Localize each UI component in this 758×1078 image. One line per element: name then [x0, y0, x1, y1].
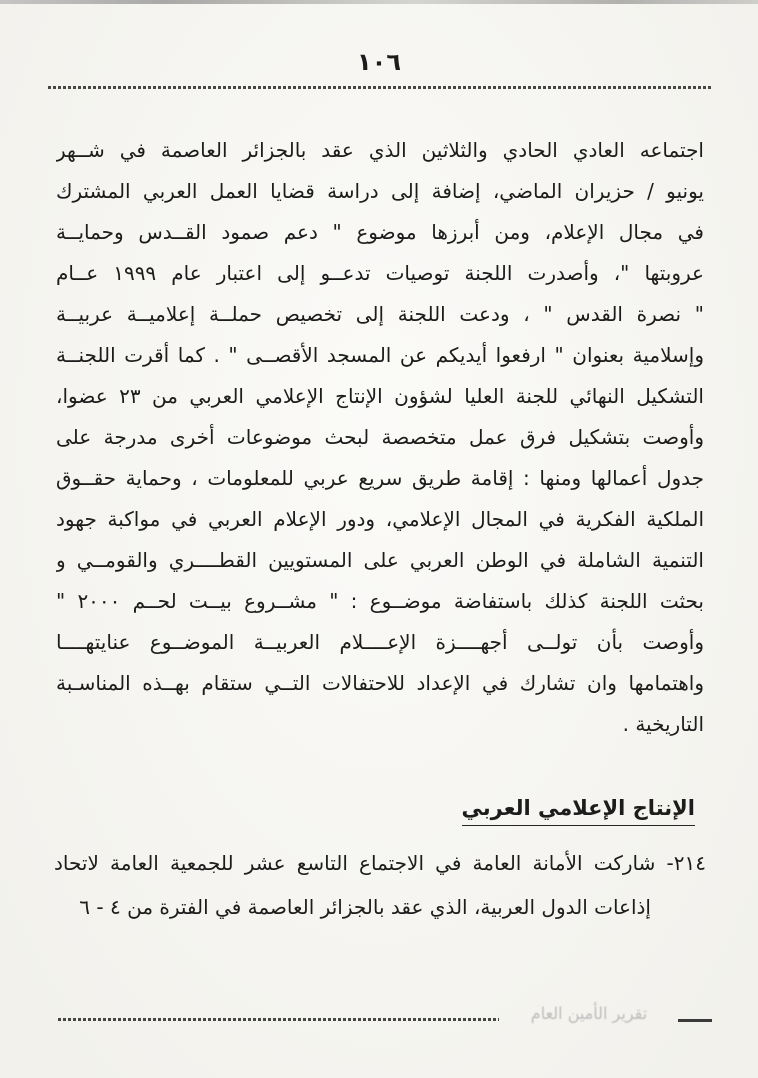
body-line: اجتماعه العادي الحادي والثلاثين الذي عقد بالجزائر العاصمة في شــهر [56, 138, 704, 162]
body-line: يونيو / حزيران الماضي، إضافة إلى دراسة قضايا العمل العربي المشترك [56, 179, 704, 203]
page-number: ١٠٦ [357, 48, 401, 76]
section-heading: الإنتاج الإعلامي العربي [462, 796, 695, 826]
body-line: وأوصت بتشكيل فرق عمل متخصصة لبحث موضوعات أخرى مدرجة على [56, 425, 704, 449]
footer-stamp-text: تقرير الأمين العام [530, 1003, 648, 1024]
body-line: بحثت اللجنة كذلك باستفاضة موضــوع : " مشــروع بيــت لحــم ٢٠٠٠ " [56, 589, 704, 613]
body-line: واهتمامها وان تشارك في الإعداد للاحتفالات التــي ستقام بهــذه المناسـبة [56, 671, 704, 695]
body-line: إذاعات الدول العربية، الذي عقد بالجزائر العاصمة في الفترة من ٤ - ٦ [79, 895, 651, 919]
numbered-paragraph-214 [54, 841, 706, 929]
body-line: الملكية الفكرية في المجال الإعلامي، ودور الإعلام العربي في مواكبة جهود [56, 507, 704, 531]
body-line: عروبتها "، وأصدرت اللجنة توصيات تدعــو إلى اعتبار عام ١٩٩٩ عــام [56, 261, 704, 285]
body-line: وأوصت بأن تولــى أجهــــزة الإعــــلام العربيــة الموضــوع عنايتهــــا [56, 630, 704, 654]
header-dotted-rule [48, 86, 712, 89]
footer-dotted-rule [58, 1018, 499, 1021]
body-line: جدول أعمالها ومنها : إقامة طريق سريع عربي للمعلومات ، وحماية حقــوق [56, 466, 704, 490]
body-line: في مجال الإعلام، ومن أبرزها موضوع " دعم صمود القــدس وحمايــة [56, 220, 704, 244]
body-line: التنمية الشاملة في الوطن العربي على المستويين القطــــري والقومــي و [56, 548, 704, 572]
footer-solid-rule [678, 1019, 712, 1022]
main-paragraph [56, 130, 704, 745]
body-line: التشكيل النهائي للجنة العليا لشؤون الإنتاج الإعلامي العربي من ٢٣ عضوا، [56, 384, 704, 408]
scan-edge-shadow [0, 0, 758, 4]
body-line: " نصرة القدس " ، ودعت اللجنة إلى تخصيص حملــة إعلاميــة عربيــة [56, 302, 704, 326]
body-line: وإسلامية بعنوان " ارفعوا أيديكم عن المسجد الأقصــى " . كما أقرت اللجنــة [56, 343, 704, 367]
body-line: التاريخية . [622, 712, 704, 736]
body-line: ٢١٤- شاركت الأمانة العامة في الاجتماع التاسع عشر للجمعية العامة لاتحاد [54, 851, 706, 875]
